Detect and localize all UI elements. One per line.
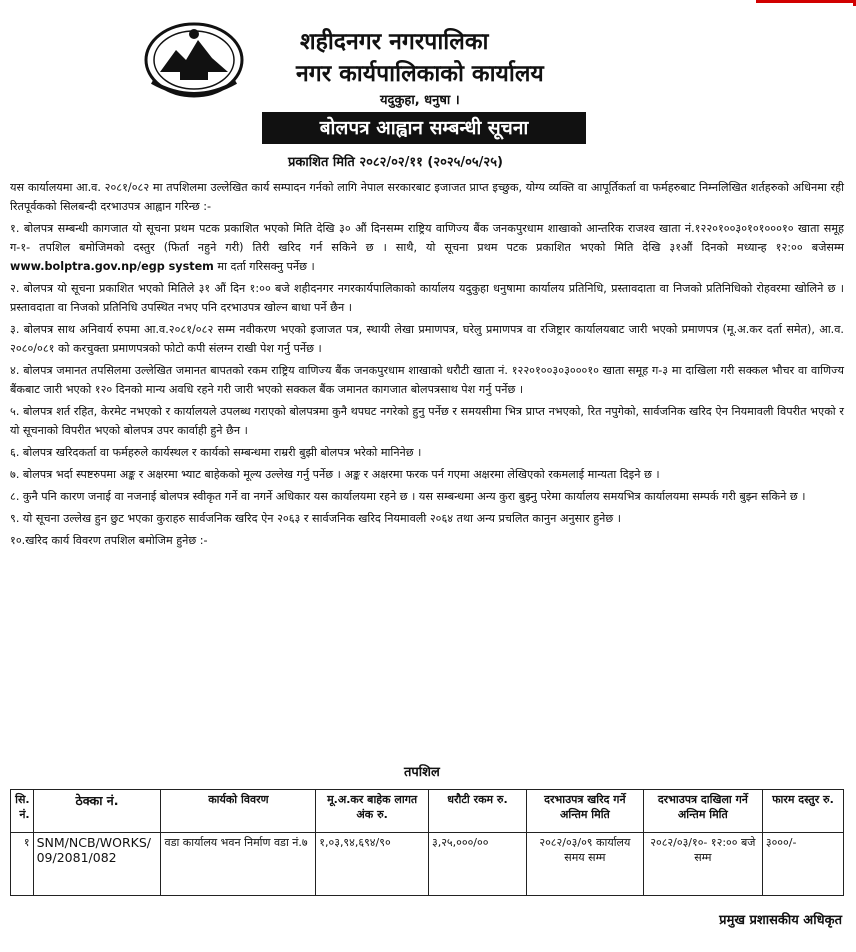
condition-item: २. बोलपत्र यो सूचना प्रकाशित भएको मितिले ३१ औं दिन १:०० बजे शहीदनगर नगरकार्यपालिकाको कार्यालय यदुकुहा धनुषामा कार्यालय प्रतिनिधि, प्रस्तावदाता वा निजको प्रतिनिधिको रोहवरमा खोलिने छ । प्रस्तावदाता वा निजको प्रतिनिधि उपस्थित नभए पनि दरभाउपत्र खोल्न बाधा पर्ने छैन । [10, 282, 844, 314]
notice-title-banner: बोलपत्र आह्वान सम्बन्धी सूचना [262, 112, 586, 144]
col-header: दरभाउपत्र दाखिला गर्ने अन्तिम मिति [643, 790, 762, 833]
col-header: दरभाउपत्र खरिद गर्ने अन्तिम मिति [526, 790, 643, 833]
schedule-table [10, 789, 844, 896]
cell-fee: ३०००/- [762, 833, 843, 896]
office-name: नगर कार्यपालिकाको कार्यालय [296, 61, 544, 87]
cell-deposit: ३,२५,०००/०० [428, 833, 526, 896]
notice-body [10, 178, 844, 550]
col-header: ठेक्का नं. [33, 790, 161, 833]
condition-item: ७. बोलपत्र भर्दा स्पष्टरुपमा अङ्क र अक्षरमा भ्याट बाहेकको मूल्य उल्लेख गर्नु पर्नेछ । अङ्क र अक्षरमा फरक पर्न गएमा अक्षरमा लेखिएको रकमलाई मान्यता दिइने छ । [10, 468, 660, 481]
table-row [11, 833, 844, 896]
col-header: सि. नं. [11, 790, 34, 833]
condition-item: ३. बोलपत्र साथ अनिवार्य रुपमा आ.व.२०८१/०८२ सम्म नवीकरण भएको इजाजत पत्र, स्थायी लेखा प्रमाणपत्र, घरेलु प्रमाणपत्र वा रजिष्ट्रार कार्यालयबाट जारी भएको प्रमाणपत्र (मू.अ.कर दर्ता समेत), आ.व. २०८०/०८१ को करचुक्ता प्रमाणपत्रको फोटो कपी संलग्न राखी पेश गर्नु पर्नेछ । [10, 323, 844, 355]
cell-contract-no: SNM/NCB/WORKS/ 09/2081/082 [33, 833, 161, 896]
condition-item: ८. कुनै पनि कारण जनाई वा नजनाई बोलपत्र स्वीकृत गर्ने वा नगर्ने अधिकार यस कार्यालयमा रहने छ । यस सम्बन्धमा अन्य कुरा बुझ्नु परेमा कार्यालय समयभित्र कार्यालयमा सम्पर्क गरी बुझ्न सकिने छ । [10, 490, 806, 503]
condition-item: ५. बोलपत्र शर्त रहित, केरमेट नभएको र कार्यालयले उपलब्ध गराएको बोलपत्रमा कुनै थपघट नगरेको हुनु पर्नेछ र समयसीमा भित्र प्राप्त नभएको, रित नपुगेको, सार्वजनिक खरिद ऐन नियमावली विपरीत भएको र यो सूचनाको विपरीत भएको बोलपत्र उपर कार्वाही हुने छैन । [10, 405, 844, 437]
table-header-row [11, 790, 844, 833]
cell-submission-deadline: २०८२/०३/१०- १२:०० बजे सम्म [643, 833, 762, 896]
published-date: प्रकाशित मिति २०८२/०२/११ (२०२५/०५/२५) [288, 155, 503, 170]
condition-item: १. बोलपत्र सम्बन्धी कागजात यो सूचना प्रथम पटक प्रकाशित भएको मिति देखि ३० औं दिनसम्म राष्ट्रिय वाणिज्य बैंक जनकपुरधाम शाखाको आन्तरिक राजश्व खाता नं.१२२०१००३०१०१०००१० खाता समूह ग-१- तपशिल बमोजिमको दस्तुर (फिर्ता नहुने गरी) तिरी खरिद गर्न सकिने छ । साथै, यो सूचना प्रथम पटक प्रकाशित भएको मिति देखि ३१औं दिनको मध्यान्ह १२:०० बजेसम्म www.bolptra.gov.np/egp system मा दर्ता गरिसक्नु पर्नेछ । [10, 222, 844, 273]
municipality-name: शहीदनगर नगरपालिका [300, 29, 489, 55]
corner-mark [756, 0, 856, 6]
condition-item: ९. यो सूचना उल्लेख हुन छुट भएका कुराहरु सार्वजनिक खरिद ऐन २०६३ र सार्वजनिक खरिद नियमावली २०६४ तथा अन्य प्रचलित कानुन अनुसार हुनेछ । [10, 512, 622, 525]
cell-description: वडा कार्यालय भवन निर्माण वडा नं.७ [161, 833, 316, 896]
col-header: मू.अ.कर बाहेक लागत अंक रु. [316, 790, 429, 833]
egp-url[interactable]: www.bolptra.gov.np/egp system [10, 260, 214, 273]
col-header: कार्यको विवरण [161, 790, 316, 833]
municipality-emblem-icon [142, 20, 246, 102]
signatory-title: प्रमुख प्रशासकीय अधिकृत [719, 913, 842, 928]
cell-cost: १,०३,९४,६९४/९० [316, 833, 429, 896]
cell-purchase-deadline: २०८२/०३/०९ कार्यालय समय सम्म [526, 833, 643, 896]
schedule-title: तपशिल [404, 765, 440, 780]
letterhead [0, 18, 856, 118]
col-header: धरौटी रकम रु. [428, 790, 526, 833]
condition-item: ४. बोलपत्र जमानत तपसिलमा उल्लेखित जमानत बापतको रकम राष्ट्रिय वाणिज्य बैंक जनकपुरधाम शाखाको धरौटी खाता नं. १२२०१००३०३०००१० खाता समूह ग-३ मा दाखिला गरी सक्कल भौचर वा वाणिज्य बैंकबाट जारी भएको १२० दिनको मान्य अवधि रहने गरी जारी भएको सक्कल बैंक जमानत कागजात बोलपत्रसाथ पेश गर्नु पर्नेछ । [10, 364, 844, 396]
condition-item: १०.खरिद कार्य विवरण तपशिल बमोजिम हुनेछ :- [10, 534, 208, 547]
office-location: यदुकुहा, धनुषा । [380, 93, 460, 108]
col-header: फारम दस्तुर रु. [762, 790, 843, 833]
intro-paragraph: यस कार्यालयमा आ.व. २०८१/०८२ मा तपशिलमा उल्लेखित कार्य सम्पादन गर्नको लागि नेपाल सरकारबाट इजाजत प्राप्त इच्छुक, योग्य व्यक्ति वा आपूर्तिकर्ता वा फर्महरुबाट निम्नलिखित शर्तहरुको अधिनमा रही रितपूर्वकको सिलबन्दी दरभाउपत्र आह्वान गरिन्छ :- [10, 181, 844, 213]
cell-sn: १ [11, 833, 34, 896]
condition-item: ६. बोलपत्र खरिदकर्ता वा फर्महरुले कार्यस्थल र कार्यको सम्बन्धमा राम्ररी बुझी बोलपत्र भरेको मानिनेछ । [10, 446, 422, 459]
